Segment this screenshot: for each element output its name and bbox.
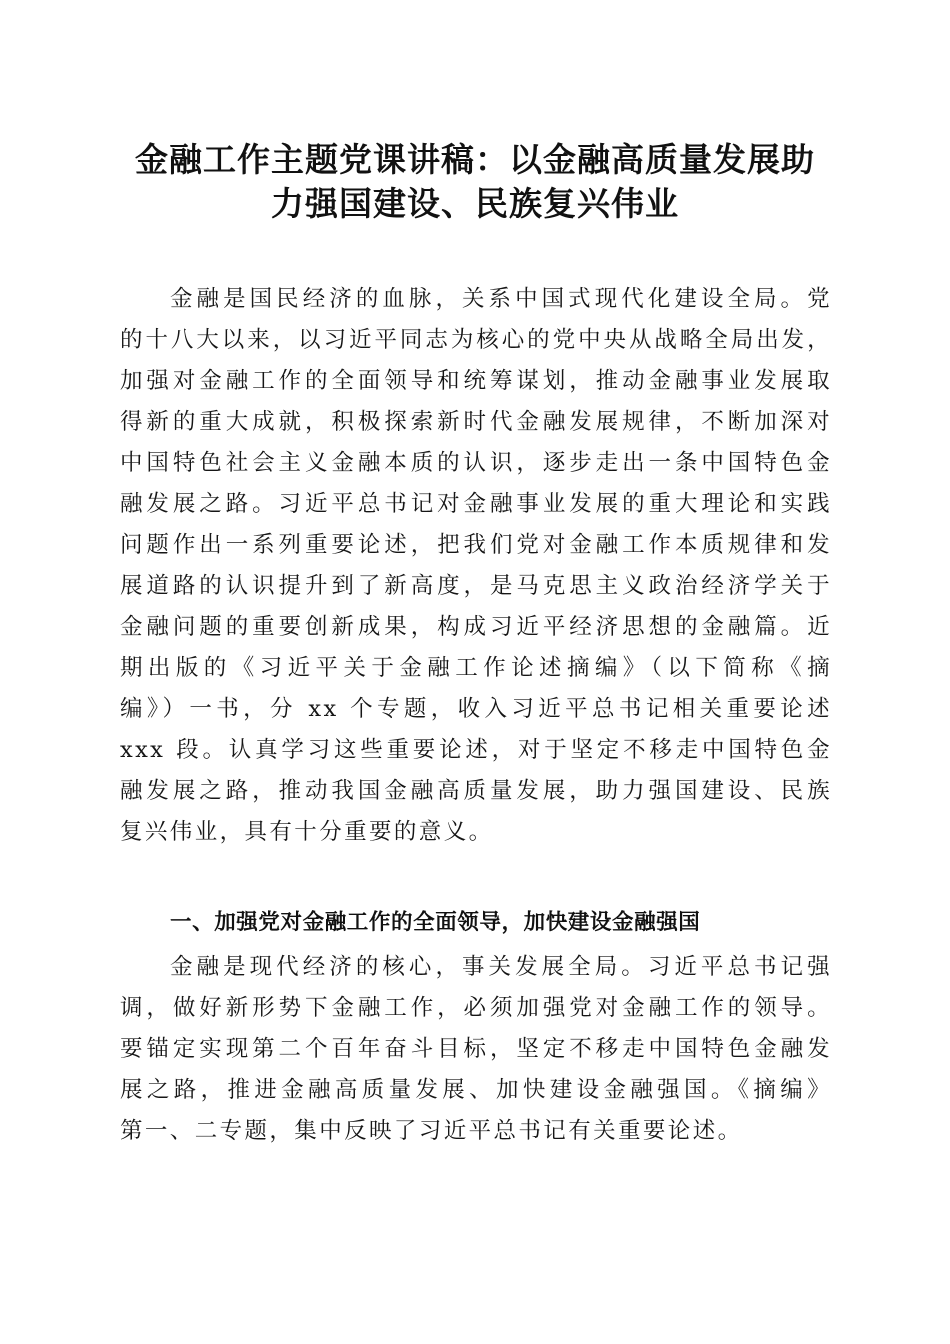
- paragraph-line: 金融是现代经济的核心，事关发展全局。习近平总书记强: [170, 954, 832, 980]
- paragraph-line: 要锚定实现第二个百年奋斗目标，坚定不移走中国特色金融发: [120, 1036, 832, 1062]
- paragraph-line: 融发展之路。习近平总书记对金融事业发展的重大理论和实践: [120, 491, 832, 517]
- paragraph-line: 加强对金融工作的全面领导和统筹谋划，推动金融事业发展取: [120, 368, 832, 394]
- intro-paragraph: [120, 279, 832, 853]
- document-title: [100, 138, 850, 226]
- paragraph-line: 展之路，推进金融高质量发展、加快建设金融强国。《摘编》: [120, 1077, 832, 1103]
- paragraph-line: 融发展之路，推动我国金融高质量发展，助力强国建设、民族: [120, 778, 832, 804]
- paragraph-line: 问题作出一系列重要论述，把我们党对金融工作本质规律和发: [120, 532, 832, 558]
- paragraph-line: 期出版的《习近平关于金融工作论述摘编》（以下简称《摘: [120, 655, 832, 681]
- section-paragraph: [120, 947, 832, 1152]
- paragraph-line: 金融问题的重要创新成果，构成习近平经济思想的金融篇。近: [120, 614, 832, 640]
- title-line: 金融工作主题党课讲稿：以金融高质量发展助: [135, 140, 815, 179]
- section-heading: 一、加强党对金融工作的全面领导，加快建设金融强国: [170, 910, 701, 935]
- paragraph-line: xxx 段。认真学习这些重要论述，对于坚定不移走中国特色金: [120, 737, 832, 763]
- paragraph-line: 的十八大以来，以习近平同志为核心的党中央从战略全局出发，: [120, 327, 832, 353]
- paragraph-line: 展道路的认识提升到了新高度，是马克思主义政治经济学关于: [120, 573, 832, 599]
- paragraph-line: 编》）一书，分 xx 个专题，收入习近平总书记相关重要论述: [120, 696, 832, 722]
- paragraph-line: 调，做好新形势下金融工作，必须加强党对金融工作的领导。: [120, 995, 832, 1021]
- title-line: 力强国建设、民族复兴伟业: [271, 184, 679, 223]
- paragraph-line: 金融是国民经济的血脉，关系中国式现代化建设全局。党: [170, 286, 832, 312]
- paragraph-line: 第一、二专题，集中反映了习近平总书记有关重要论述。: [120, 1118, 743, 1144]
- paragraph-line: 复兴伟业，具有十分重要的意义。: [120, 819, 494, 845]
- paragraph-line: 得新的重大成就，积极探索新时代金融发展规律，不断加深对: [120, 409, 832, 435]
- paragraph-line: 中国特色社会主义金融本质的认识，逐步走出一条中国特色金: [120, 450, 832, 476]
